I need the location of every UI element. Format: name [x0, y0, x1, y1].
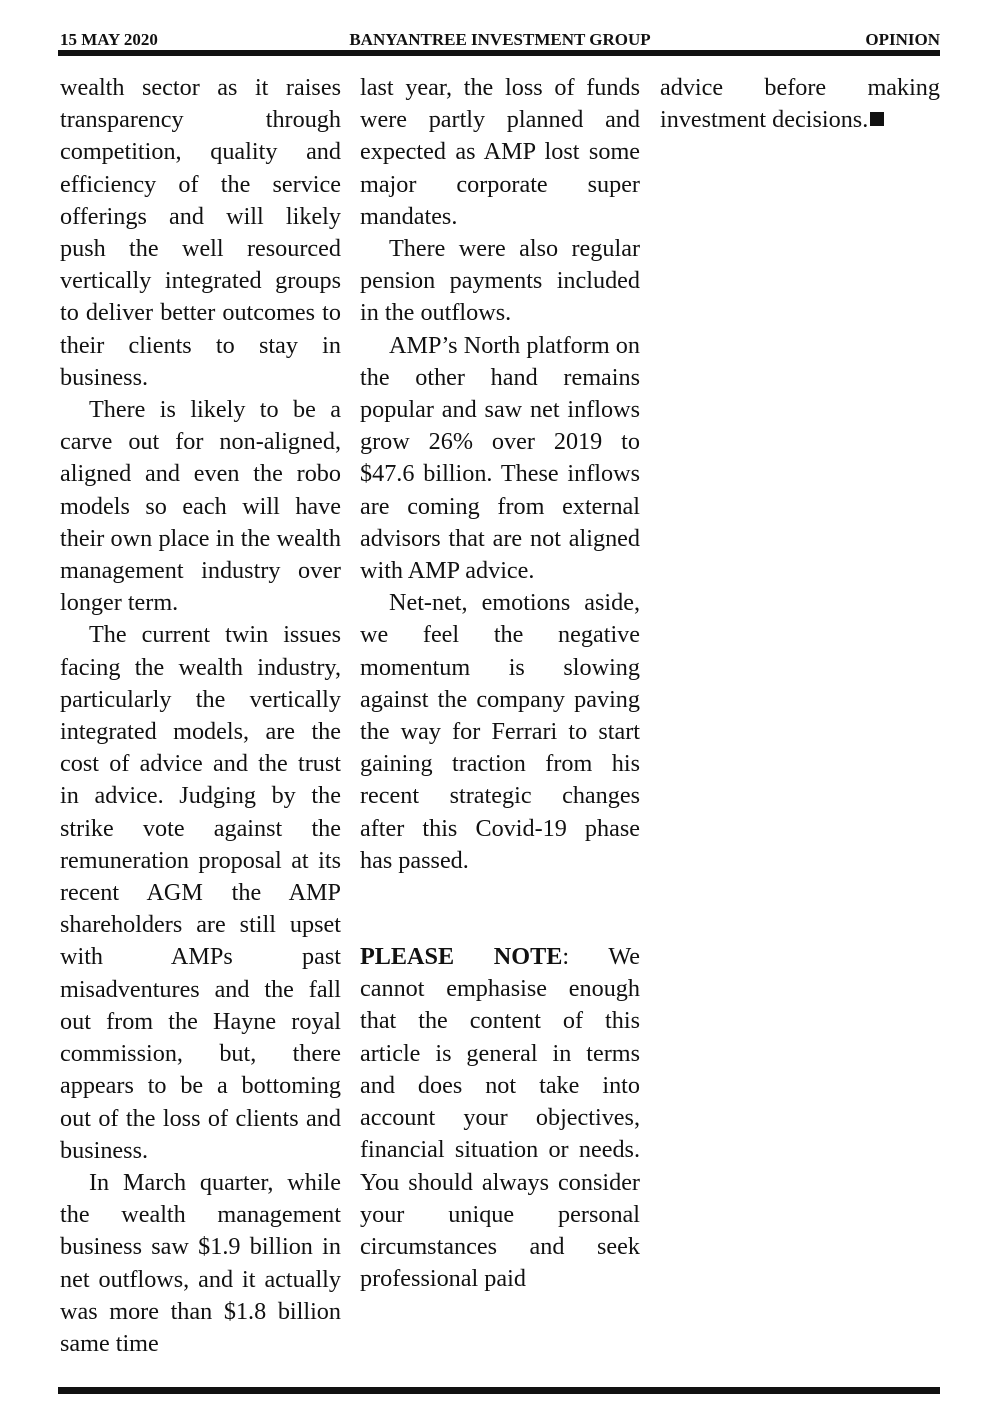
- paragraph: In March quarter, while the wealth management business saw $1.9 billion in net outflows, and it actually was more than $1.8 billion same time: [60, 1168, 341, 1357]
- paragraph: There were also regular pension payments included in the outflows.: [360, 235, 640, 327]
- paragraph: last year, the loss of funds were partly planned and expected as AMP lost some major corporate super mandates.: [360, 74, 640, 230]
- disclaimer-paragraph: [360, 941, 640, 1295]
- closing-paragraph: [660, 72, 940, 136]
- article-column-3: [660, 72, 940, 136]
- footer-rule: [58, 1387, 940, 1394]
- paragraph: Net-net, emotions aside, we feel the negative momentum is slowing against the company paving the way for Ferrari to start gaining traction from his recent strategic changes after this Covid-19 phase has passed.: [360, 589, 640, 874]
- header-rule: [58, 50, 940, 56]
- disclaimer-label: PLEASE NOTE: [360, 943, 563, 971]
- page-header: [60, 28, 940, 50]
- issue-date: 15 MAY 2020: [60, 30, 158, 49]
- article-column-2: [360, 72, 640, 1295]
- section-name: OPINION: [865, 30, 940, 49]
- spacer: [360, 877, 640, 941]
- paragraph: AMP’s North platform on the other hand remains popular and saw net inflows grow 26% over 2019 to $47.6 billion. These inflows are coming from external advisors that are not aligned with AMP advice.: [360, 331, 640, 585]
- paragraph: The current twin issues facing the wealth industry, particularly the vertically integrated models, are the cost of advice and the trust in advice. Judging by the strike vote against the remuneration proposal at its recent AGM the AMP shareholders are still upset with AMPs past misadventures and the fall out from the Hayne royal commission, but, there appears to be a bottoming out of the loss of clients and business.: [60, 621, 341, 1164]
- disclaimer-text: : We cannot emphasise enough that the content of this article is general in terms and does not take into account your objectives, financial situation or needs. You should always consider your unique personal circumstances and seek professional paid: [360, 943, 640, 1293]
- closing-text: advice before making investment decisions.: [660, 74, 940, 134]
- publication-name: BANYANTREE INVESTMENT GROUP: [349, 30, 651, 49]
- paragraph: There is likely to be a carve out for non-aligned, aligned and even the robo models so each will have their own place in the wealth management industry over longer term.: [60, 396, 341, 617]
- end-of-article-square-icon: [870, 112, 884, 126]
- article-column-1: [60, 72, 341, 1360]
- paragraph: wealth sector as it raises transparency through competition, quality and efficiency of the service offerings and will likely push the well resourced vertically integrated groups to deliver better outcomes to their clients to stay in business.: [60, 74, 341, 391]
